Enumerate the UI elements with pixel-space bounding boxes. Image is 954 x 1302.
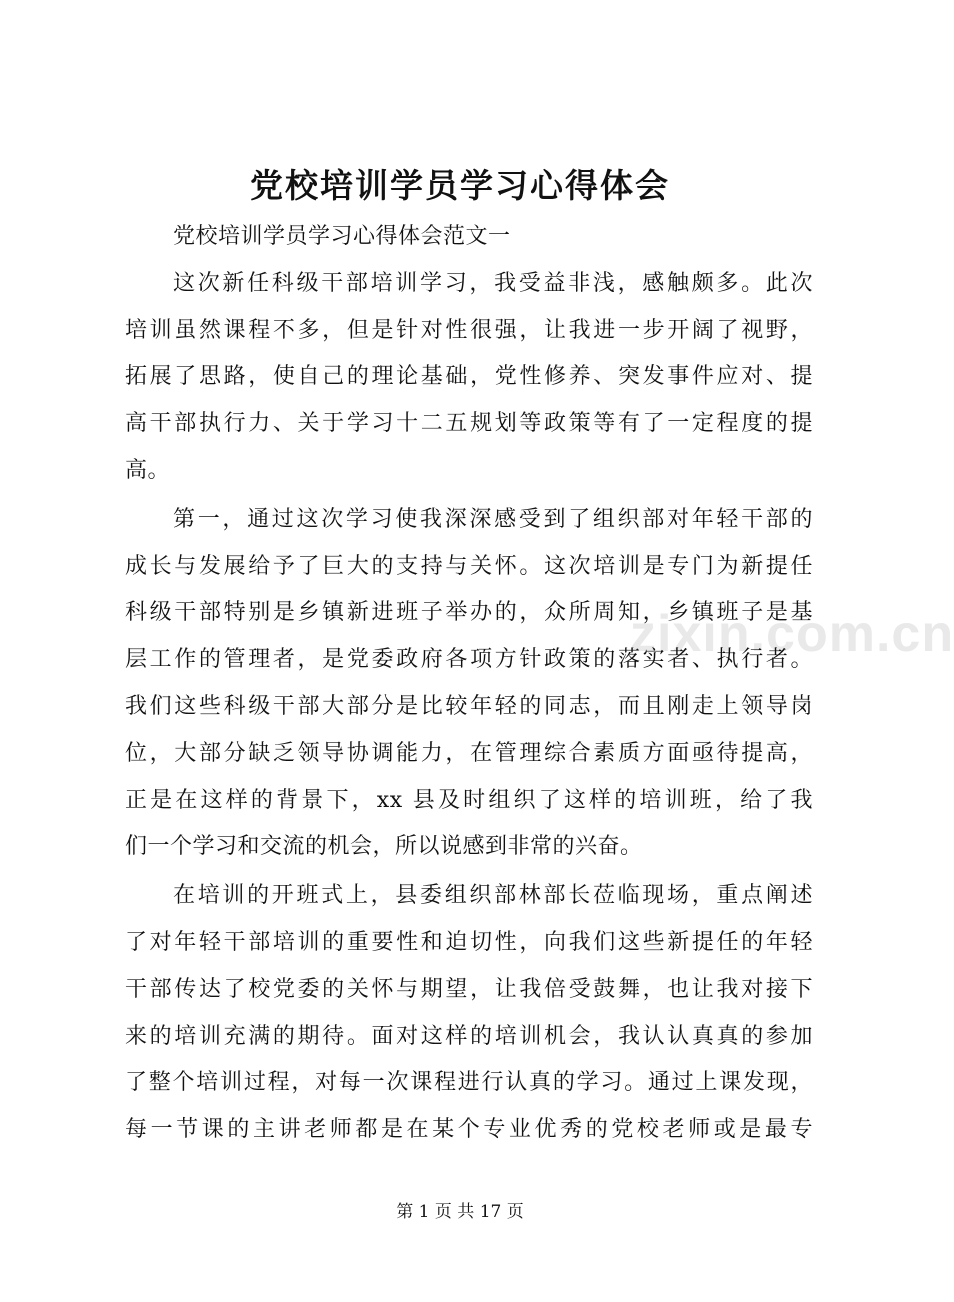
paragraph-line: 来的培训充满的期待。面对这样的培训机会，我认认真真的参加 xyxy=(125,1023,813,1049)
paragraph-line: 正是在这样的背景下，xx 县及时组织了这样的培训班，给了我 xyxy=(125,787,813,813)
paragraph-line: 了对年轻干部培训的重要性和迫切性，向我们这些新提任的年轻 xyxy=(125,929,813,955)
document-body xyxy=(125,214,813,1154)
paragraph-line: 层工作的管理者，是党委政府各项方针政策的落实者、执行者。 xyxy=(125,647,813,673)
paragraph-line: 干部传达了校党委的关怀与期望，让我倍受鼓舞，也让我对接下 xyxy=(125,976,813,1002)
paragraph-line: 第一，通过这次学习使我深深感受到了组织部对年轻干部的 xyxy=(173,506,813,532)
paragraph-line: 培训虽然课程不多，但是针对性很强，让我进一步开阔了视野， xyxy=(125,317,813,343)
paragraph-line: 高干部执行力、关于学习十二五规划等政策等有了一定程度的提 xyxy=(125,411,813,437)
paragraph-line: 位，大部分缺乏领导协调能力，在管理综合素质方面亟待提高， xyxy=(125,740,813,766)
paragraph-1 xyxy=(125,261,813,495)
paragraph-line: 成长与发展给予了巨大的支持与关怀。这次培训是专门为新提任 xyxy=(125,553,813,579)
paragraph-line: 我们这些科级干部大部分是比较年轻的同志，而且刚走上领导岗 xyxy=(125,693,813,719)
document-title: 党校培训学员学习心得体会 xyxy=(250,166,670,205)
paragraph-line: 了整个培训过程，对每一次课程进行认真的学习。通过上课发现， xyxy=(125,1070,813,1096)
paragraph-line: 高。 xyxy=(125,457,171,483)
watermark: zixin.com.cn xyxy=(630,605,954,663)
paragraph-line: 每一节课的主讲老师都是在某个专业优秀的党校老师或是最专 xyxy=(125,1117,813,1143)
paragraph-line: 科级干部特别是乡镇新进班子举办的，众所周知，乡镇班子是基 xyxy=(125,600,813,626)
paragraph-line: 拓展了思路，使自己的理论基础，党性修养、突发事件应对、提 xyxy=(125,364,813,390)
paragraph-3 xyxy=(125,873,813,1154)
page-footer: 第 1 页 共 17 页 xyxy=(396,1202,524,1222)
paragraph-line: 在培训的开班式上，县委组织部林部长莅临现场，重点阐述 xyxy=(173,883,813,909)
paragraph-2 xyxy=(125,497,813,871)
paragraph-line: 们一个学习和交流的机会，所以说感到非常的兴奋。 xyxy=(125,834,643,860)
paragraph-line: 这次新任科级干部培训学习，我受益非浅，感触颇多。此次 xyxy=(173,270,813,296)
document-subtitle: 党校培训学员学习心得体会范文一 xyxy=(173,224,511,249)
